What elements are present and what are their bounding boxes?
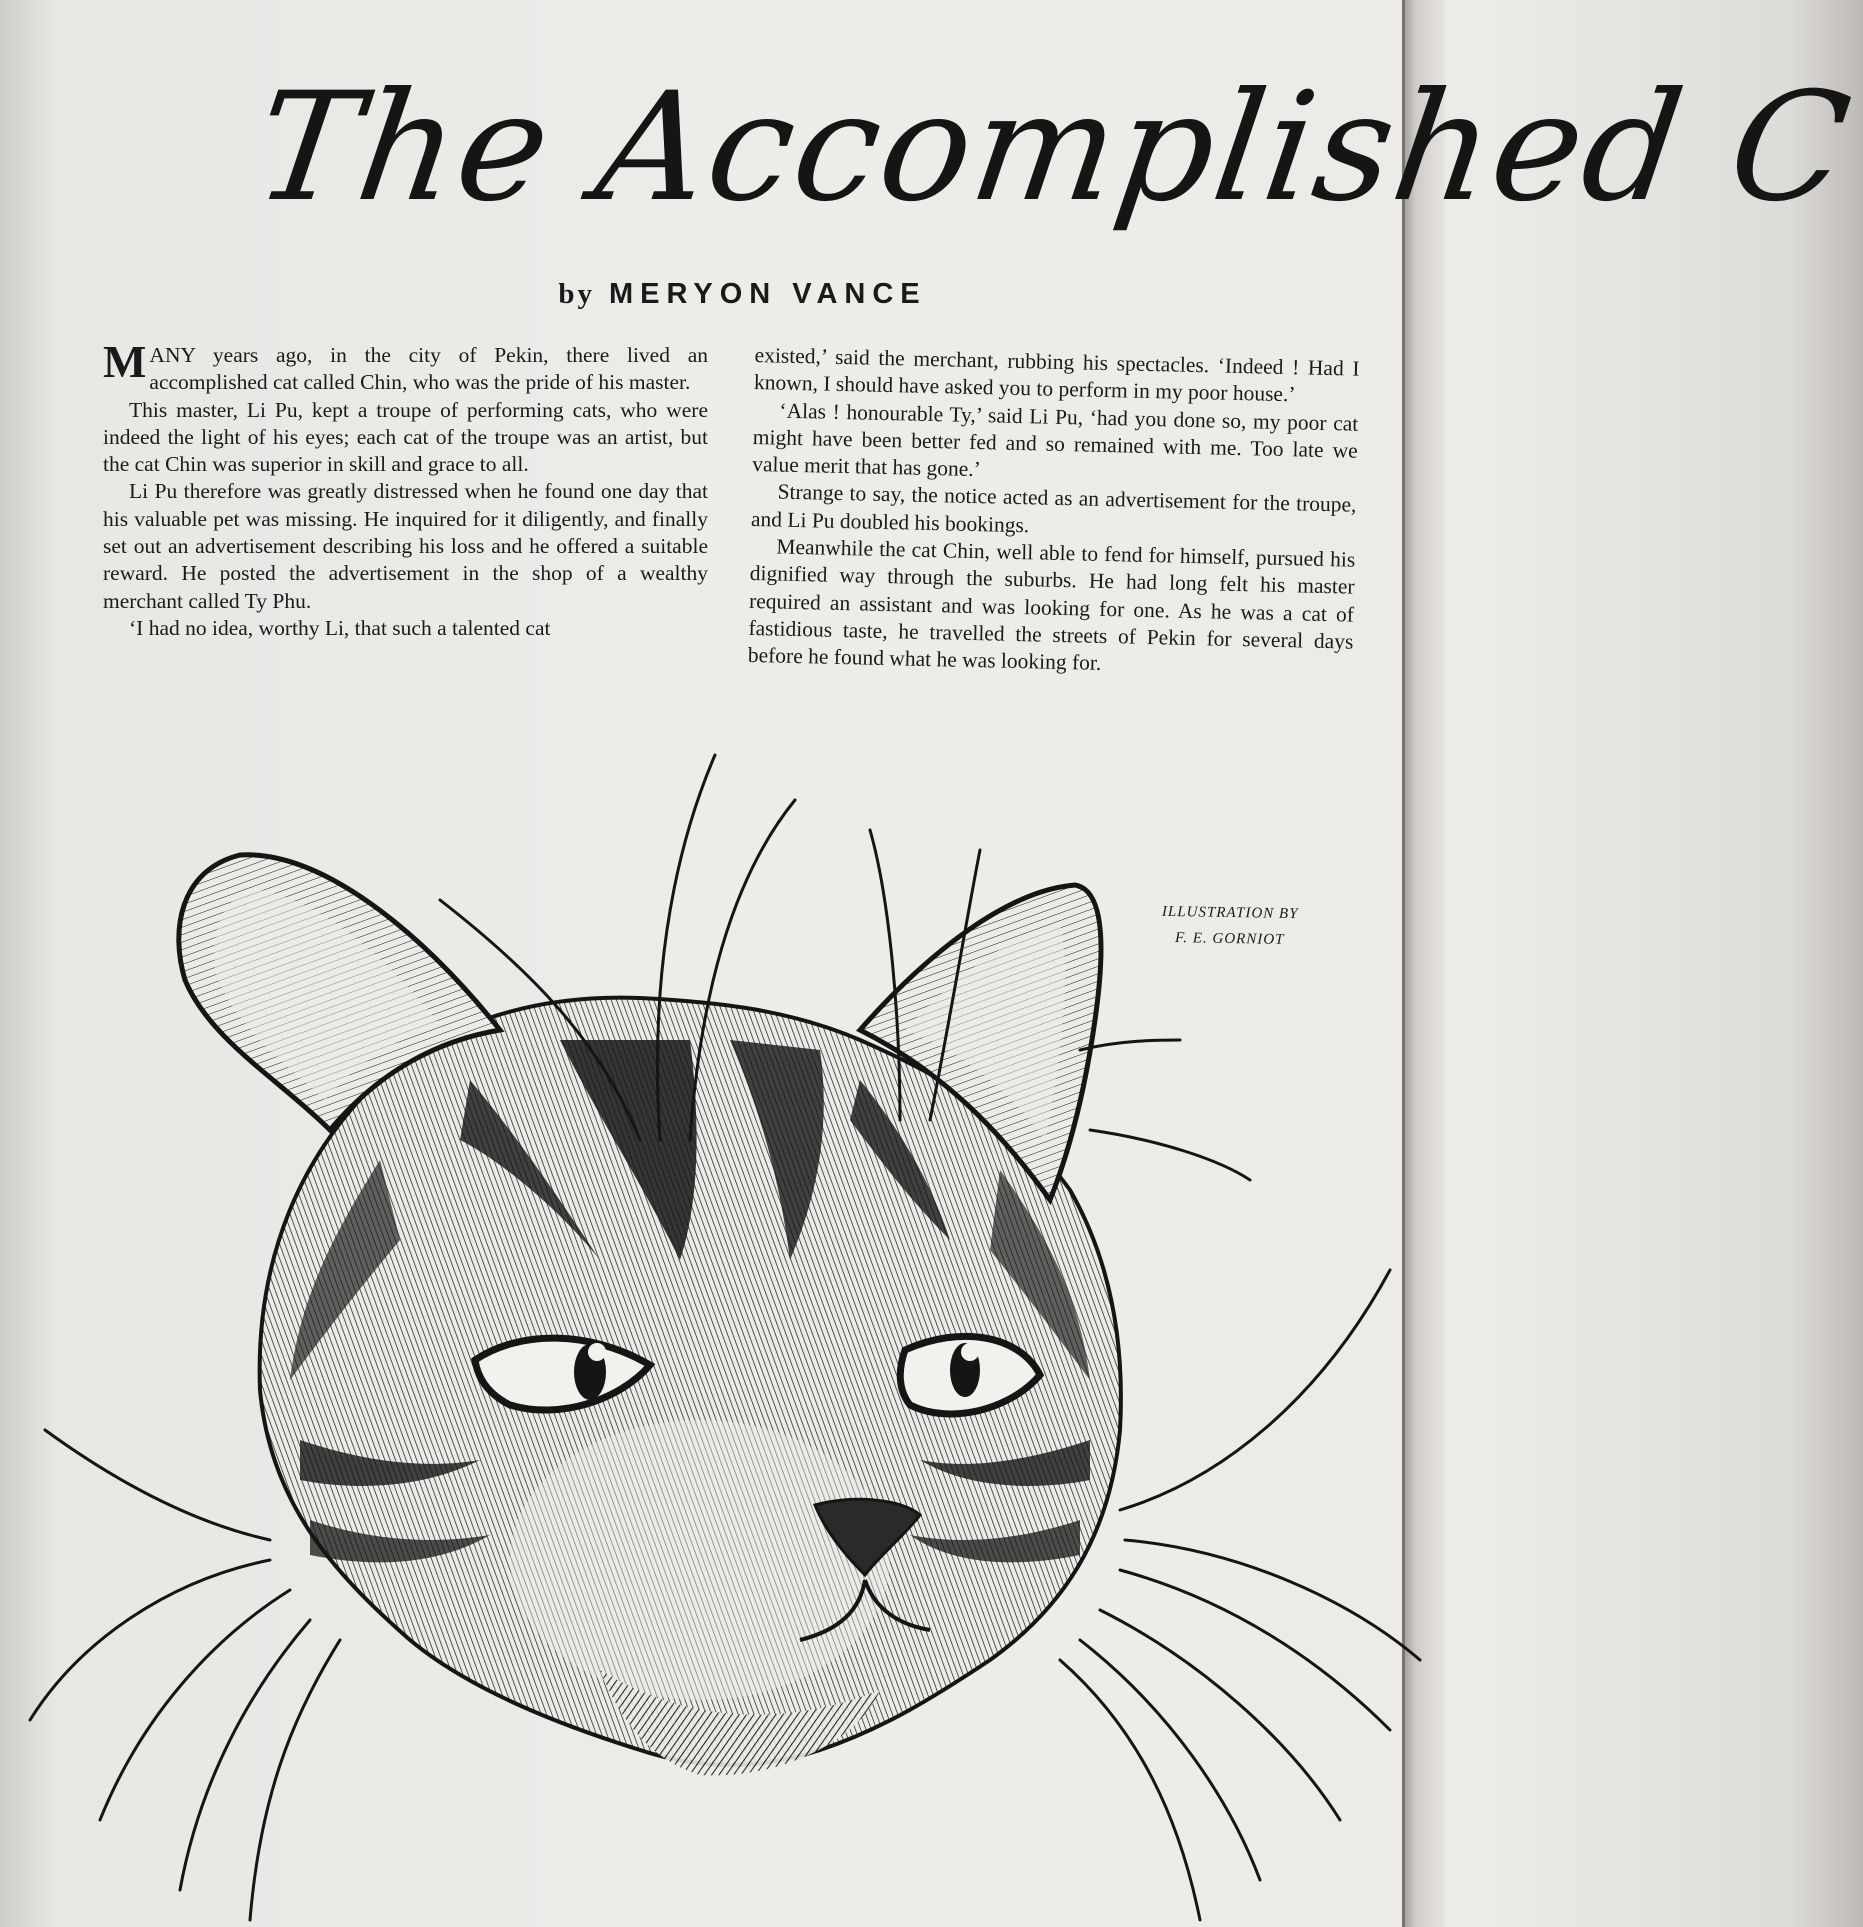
paragraph-1 (103, 336, 708, 397)
cat-head (179, 855, 1121, 1776)
author-name: MERYON VANCE (609, 278, 927, 310)
paragraph-6: ‘Alas ! honourable Ty,’ said Li Pu, ‘had you done so, my poor cat might have been better fed and so remained with me. Too late we value merit that has gone.’ (751, 398, 1359, 482)
illustration-credit-line1: ILLUSTRATION BY (1161, 903, 1299, 923)
paragraph-8: Meanwhile the cat Chin, well able to fend for himself, pursued his dignified way through the suburbs. He had long felt his master required an assistant and was looking for one. As he was a cat of fastidious taste, he travelled the streets of Pekin for several days before he found what he was looking for. (747, 534, 1356, 676)
drop-cap: M (103, 336, 147, 387)
paragraph-2: This master, Li Pu, kept a troupe of performing cats, who were indeed the light of his eyes; each cat of the troupe was an artist, but the cat Chin was superior in skill and grace to all. (103, 397, 708, 477)
paragraph-7: Strange to say, the notice acted as an advertisement for the troupe, and Li Pu doubled his bookings. (750, 480, 1357, 538)
illustration-credit-line2: F. E. GORNIOT (1174, 930, 1285, 948)
paragraph-3: Li Pu therefore was greatly distressed when he found one day that his valuable pet was missing. He inquired for it diligently, and finally set out an advertisement describing his loss and he offered a suitable reward. He posted the advertisement in the shop of a wealthy merchant called Ty Phu. (103, 479, 708, 613)
cat-illustration (0, 740, 1445, 1927)
article-title (245, 48, 1862, 278)
byline (0, 278, 1465, 311)
right-column (748, 342, 1360, 683)
left-column (103, 336, 708, 642)
byline-prefix: by (558, 278, 595, 310)
paragraph-4: ‘I had no idea, worthy Li, that such a talented cat (129, 615, 551, 640)
paragraph-5: existed,’ said the merchant, rubbing his spectacles. ‘Indeed ! Had I known, I should have asked you to perform in my poor house.’ (753, 342, 1360, 407)
paragraph-1-text: ANY years ago, in the city of Pekin, there lived an accomplished cat called Chin, who was the pride of his master. (149, 343, 708, 395)
article-title-text: The Accomplished C (245, 61, 1862, 235)
